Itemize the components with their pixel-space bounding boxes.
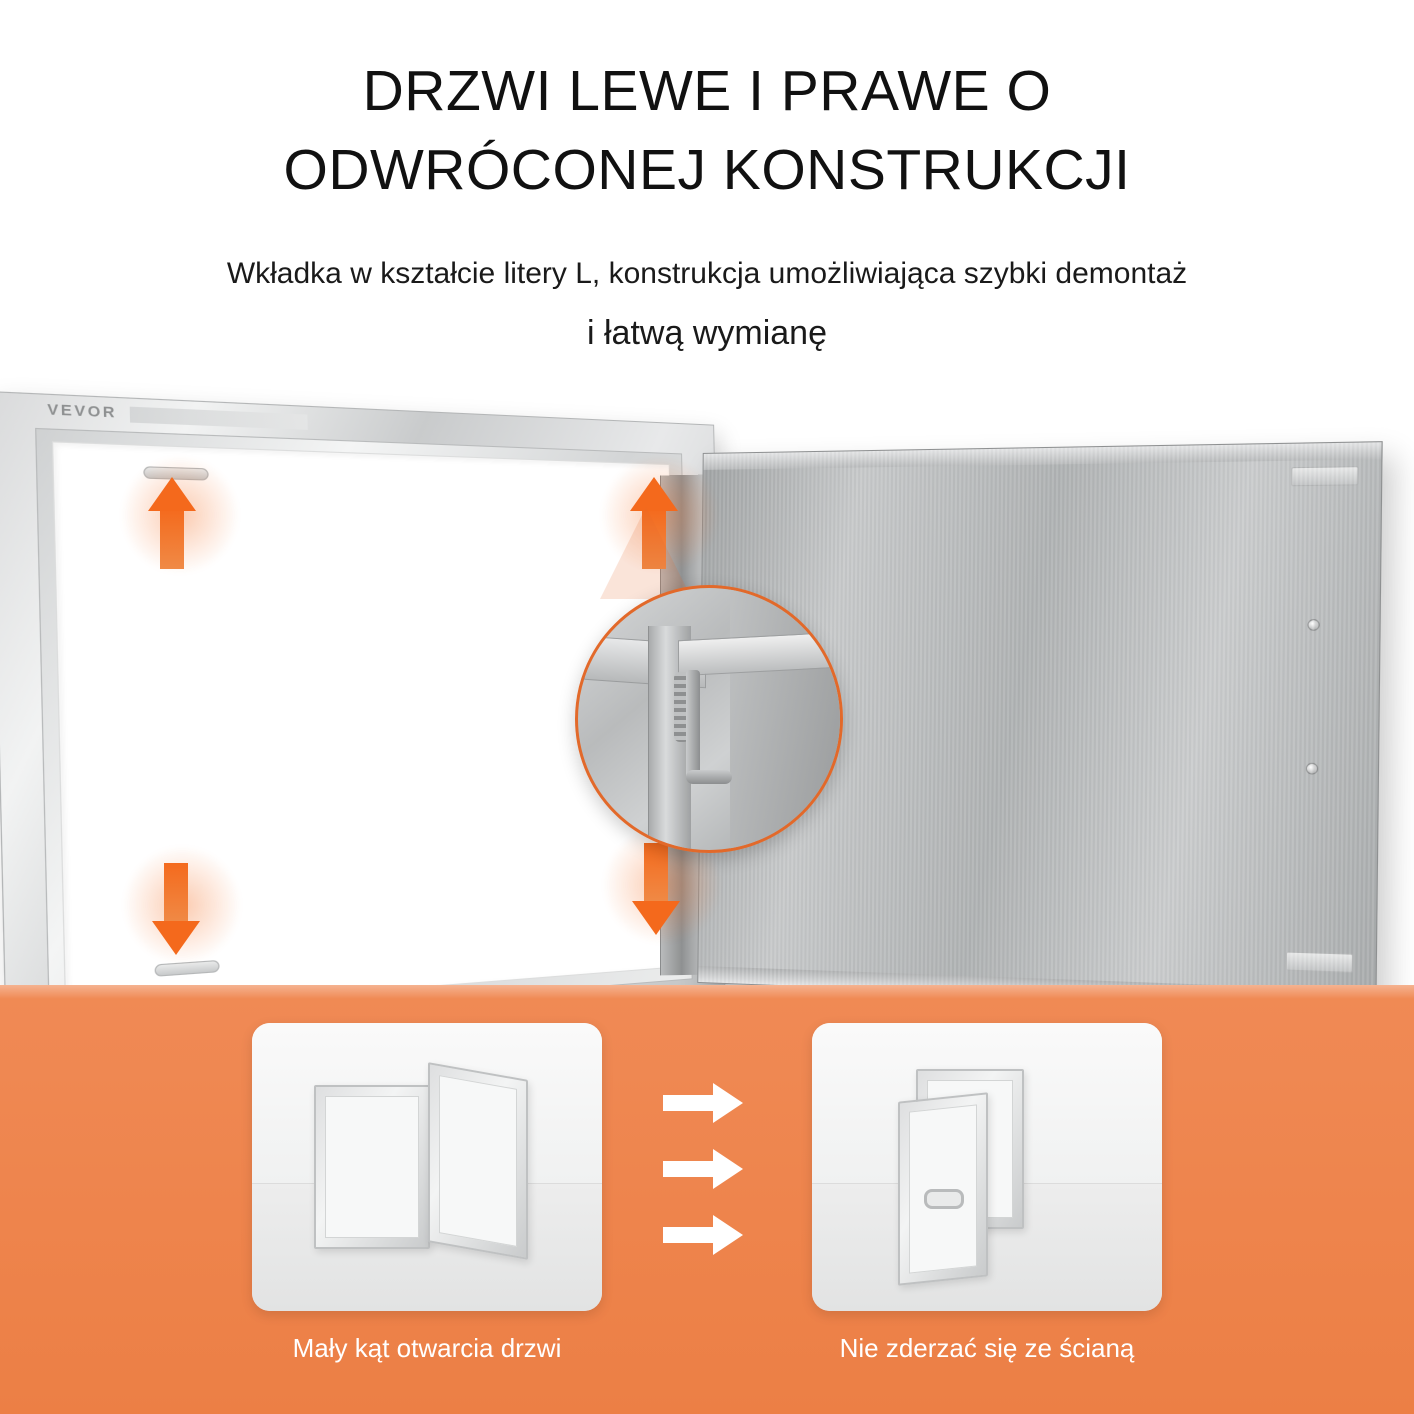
door-screw <box>1306 763 1318 775</box>
mini-frame-cutout <box>325 1096 419 1238</box>
magnifier-hook-foot <box>686 770 732 784</box>
bottom-orange-band <box>0 985 1414 1414</box>
transition-arrows <box>602 1023 812 1255</box>
arrow-right-icon <box>663 1215 751 1255</box>
headline-line-2: ODWRÓCONEJ KONSTRUKCJI <box>283 137 1131 202</box>
hero-product-image <box>0 400 1414 1030</box>
door-top-edge <box>704 442 1382 470</box>
headline-line-1: DRZWI LEWE I PRAWE O <box>362 59 1052 123</box>
door-mount-pad <box>1286 951 1353 972</box>
magnifier-hook-pin <box>686 670 700 780</box>
subheadline-line-1: Wkładka w kształcie litery L, konstrukcja umożliwiająca szybki demontaż <box>226 257 1188 291</box>
mini-frame-left <box>314 1085 430 1249</box>
mini-door-open <box>428 1062 528 1260</box>
magnifier-cone <box>600 507 692 599</box>
arrow-right-icon <box>663 1083 751 1123</box>
card-caption: Nie zderzać się ze ścianą <box>839 1333 1135 1363</box>
door-mount-pad <box>1291 466 1359 486</box>
card-caption: Mały kąt otwarcia drzwi <box>292 1333 562 1363</box>
door-handle-icon <box>924 1189 964 1209</box>
subheadline-block <box>0 251 1414 359</box>
hinge-detail-magnifier <box>575 585 843 853</box>
comparison-cards <box>0 985 1414 1414</box>
mini-door-face <box>439 1075 517 1247</box>
card-thumbnail <box>812 1023 1162 1311</box>
arrow-right-icon <box>663 1149 751 1189</box>
card-thumbnail <box>252 1023 602 1311</box>
card-small-opening-angle <box>252 1023 602 1364</box>
magnifier-door-surface <box>730 588 840 850</box>
subheadline-line-2: i łatwą wymianę <box>587 314 827 353</box>
headline-block <box>0 0 1414 209</box>
brand-logo: VEVOR <box>47 400 118 421</box>
door-screw <box>1307 619 1319 631</box>
card-no-wall-collision <box>812 1023 1162 1364</box>
